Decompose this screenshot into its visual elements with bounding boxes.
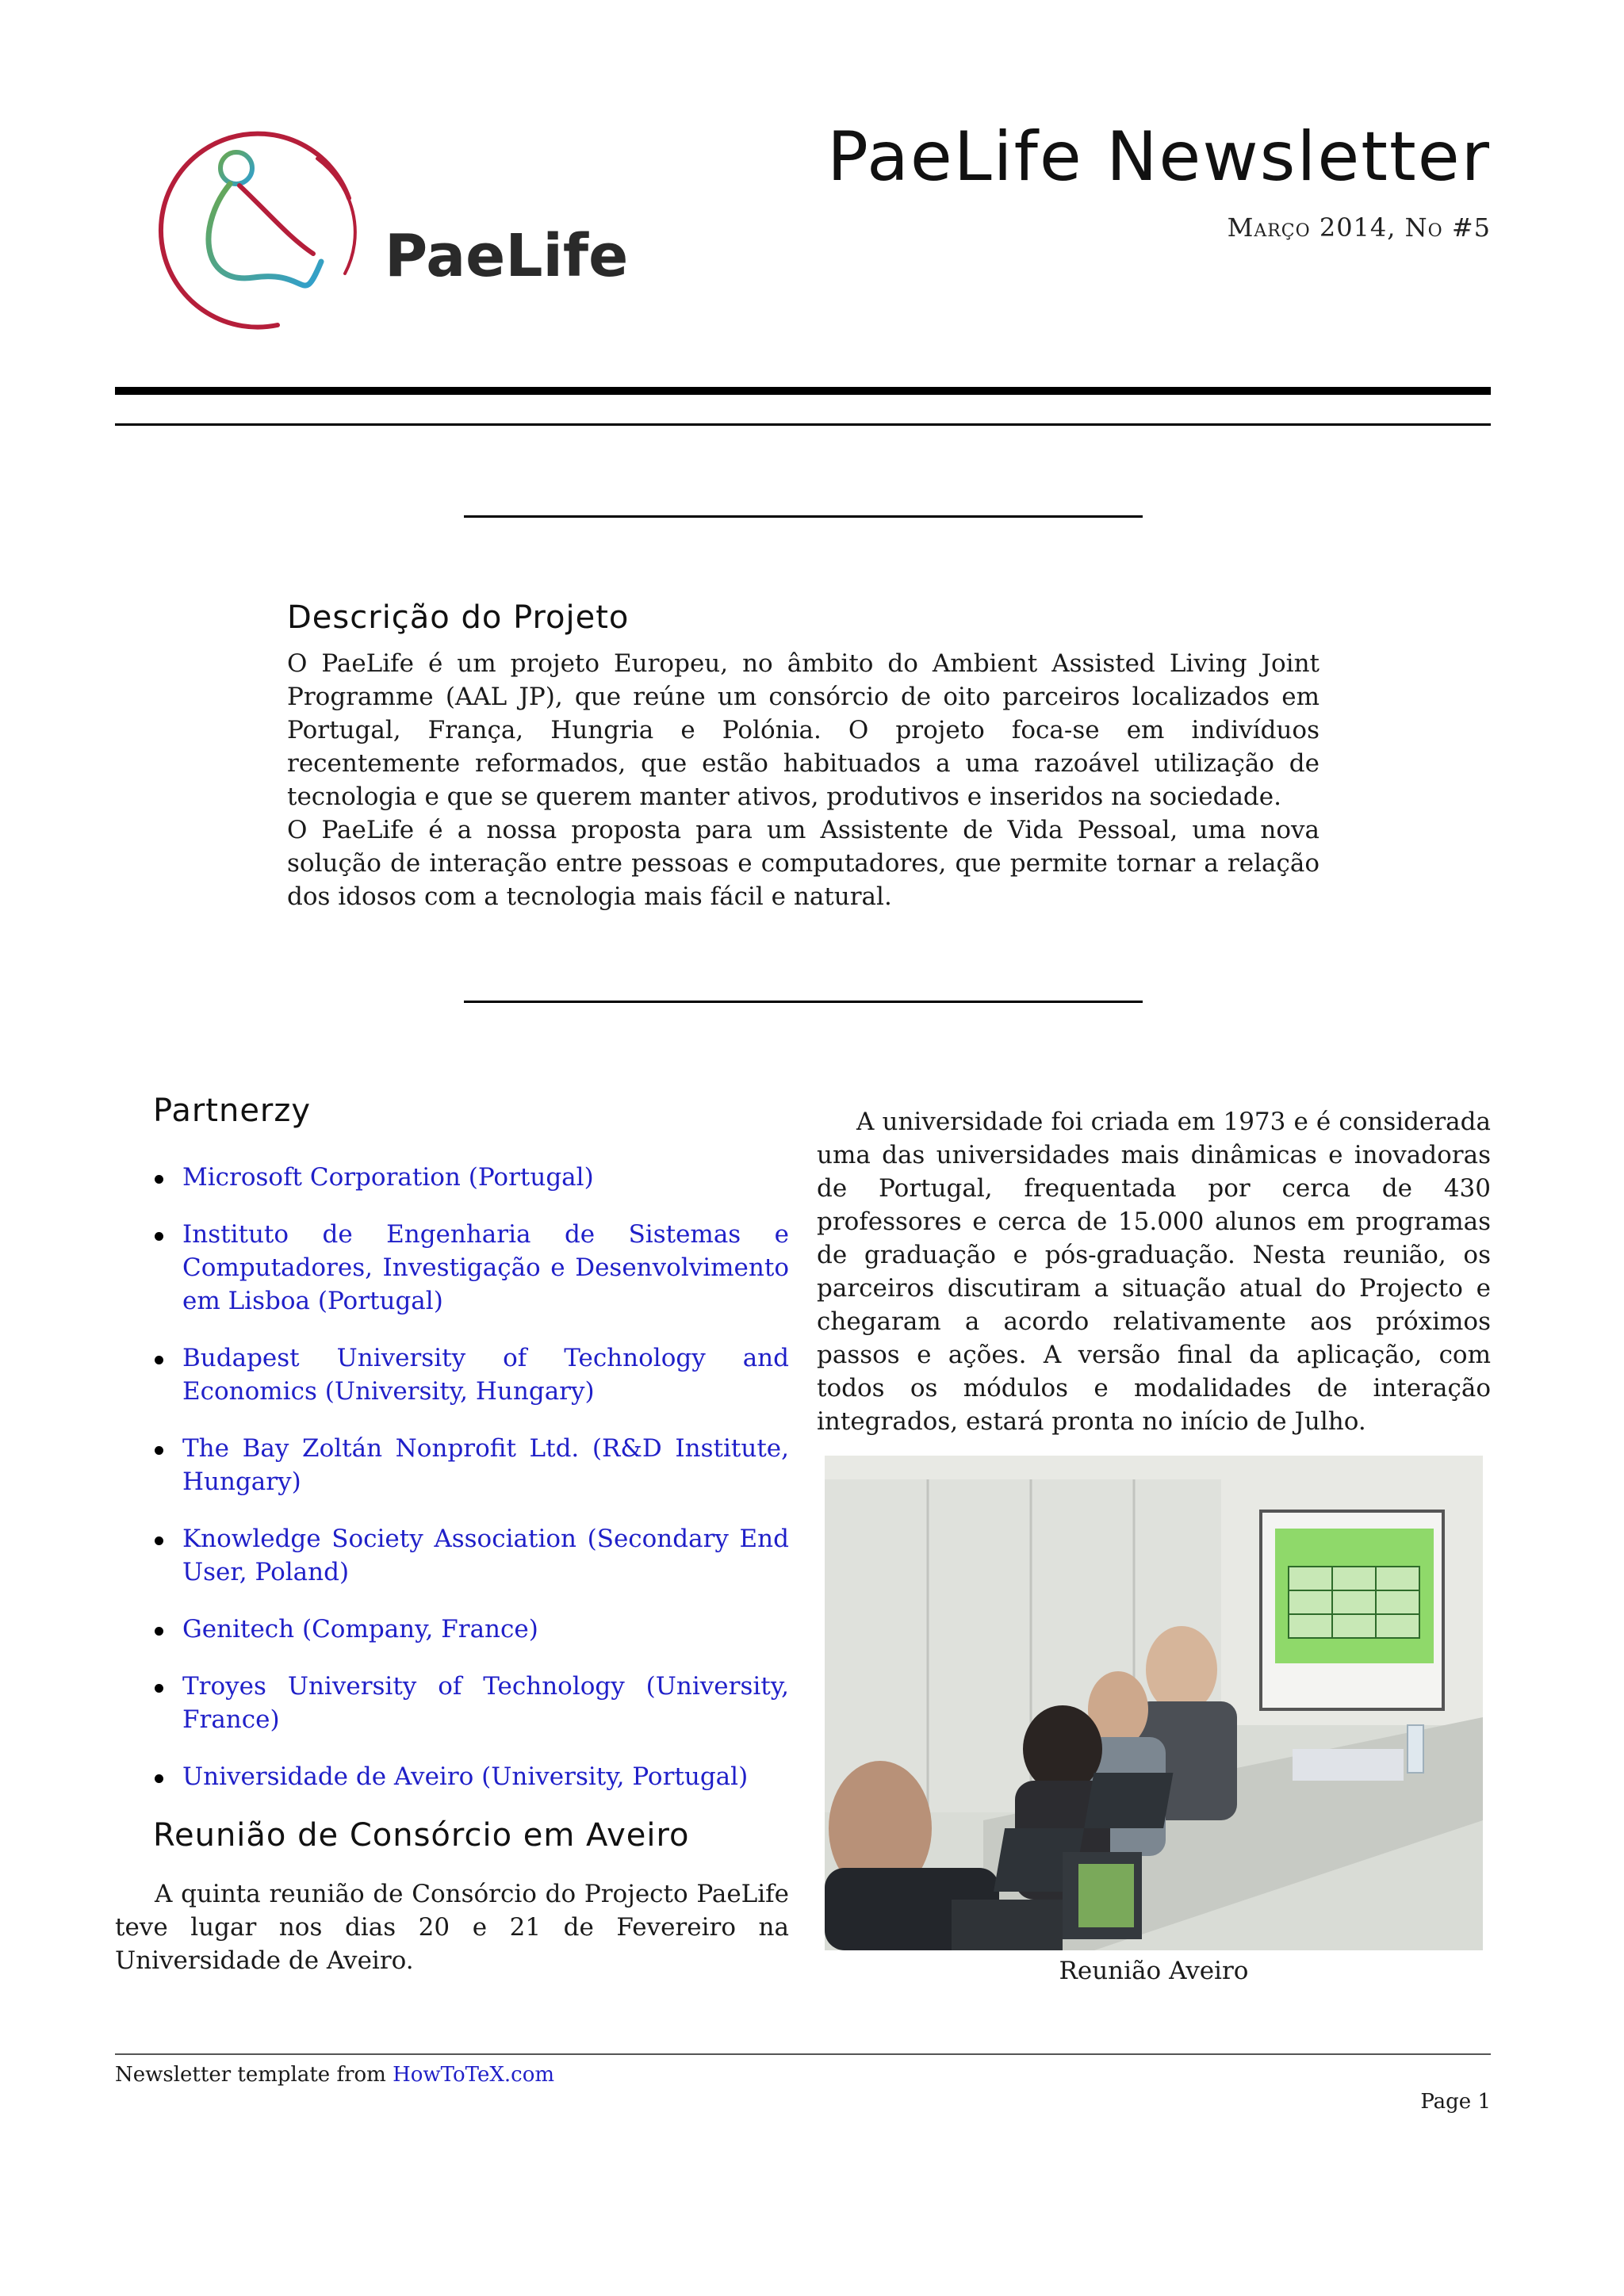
bullet-icon (155, 1536, 163, 1545)
partner-link[interactable]: Microsoft Corporation (Portugal) (115, 1161, 789, 1194)
partner-link[interactable]: Universidade de Aveiro (University, Portugal) (115, 1760, 789, 1793)
section-rule-bottom (464, 1001, 1143, 1003)
bullet-icon (155, 1627, 163, 1636)
header-rule-thin (115, 423, 1491, 426)
meeting-paragraph: A quinta reunião de Consórcio do Projecto PaeLife teve lugar nos dias 20 e 21 de Fevereiro na Universidade de Aveiro. (115, 1880, 789, 1975)
partner-link[interactable]: Instituto de Engenharia de Sistemas e Computadores, Investigação e Desenvolvimento em Lisboa (Portugal) (115, 1218, 789, 1318)
footer-prefix: Newsletter template from (115, 2063, 393, 2087)
bullet-icon (155, 1684, 163, 1693)
footer-credit (115, 2063, 554, 2087)
bullet-icon (155, 1232, 163, 1241)
project-description-section (287, 599, 1320, 913)
photo-caption: Reunião Aveiro (1059, 1957, 1249, 1985)
partner-link[interactable]: The Bay Zoltán Nonprofit Ltd. (R&D Institute, Hungary) (115, 1432, 789, 1498)
issue-date: Março 2014, No #5 (1227, 212, 1491, 243)
partners-list (115, 1161, 789, 1793)
left-column (115, 1093, 789, 1977)
partner-link[interactable]: Genitech (Company, France) (115, 1613, 789, 1646)
section-rule-top (464, 515, 1143, 518)
description-heading: Descrição do Projeto (287, 599, 630, 636)
meeting-photo (825, 1456, 1483, 1950)
newsletter-title: PaeLife Newsletter (827, 117, 1491, 197)
logo-wordmark: PaeLife (385, 222, 629, 290)
header-rule-thick (115, 387, 1491, 395)
partner-link[interactable]: Knowledge Society Association (Secondary End User, Poland) (115, 1522, 789, 1589)
bullet-icon (155, 1446, 163, 1455)
partner-link[interactable]: Budapest University of Technology and Economics (University, Hungary) (115, 1341, 789, 1408)
bullet-icon (155, 1175, 163, 1184)
bullet-icon (155, 1774, 163, 1783)
description-paragraph-1: O PaeLife é um projeto Europeu, no âmbito do Ambient Assisted Living Joint Programme (AAL JP), que reúne um consórcio de oito parceiros localizados em Portugal, França, Hungria e Polónia. O projeto foca-se em indivíduos recentemente reformados, que estão habituados a uma razoável utilização de tecnologia e que se querem manter ativos, produtivos e inseridos na sociedade. (287, 649, 1320, 811)
meeting-heading: Reunião de Consórcio em Aveiro (153, 1817, 690, 1854)
right-column (817, 1105, 1491, 1438)
page-number: Page 1 (1420, 2090, 1491, 2114)
footer-rule (115, 2053, 1491, 2055)
bullet-icon (155, 1356, 163, 1364)
partner-link[interactable]: Troyes University of Technology (University, France) (115, 1670, 789, 1736)
description-paragraph-2: O PaeLife é a nossa proposta para um Assistente de Vida Pessoal, uma nova solução de interação entre pessoas e computadores, que permite tornar a relação dos idosos com a tecnologia mais fácil e natural. (287, 816, 1320, 911)
meeting-continuation: A universidade foi criada em 1973 e é considerada uma das universidades mais dinâmicas e inovadoras de Portugal, frequentada por cerca de 430 professores e cerca de 15.000 alunos em programas de graduação e pós-graduação. Nesta reunião, os parceiros discutiram a situação atual do Projecto e chegaram a acordo relativamente aos próximos passos e ações. A versão final da aplicação, com todos os módulos e modalidades de interação integrados, estará pronta no início de Julho. (817, 1108, 1491, 1436)
partners-heading: Partnerzy (153, 1093, 312, 1129)
howtotex-link[interactable]: HowToTeX.com (393, 2063, 555, 2087)
